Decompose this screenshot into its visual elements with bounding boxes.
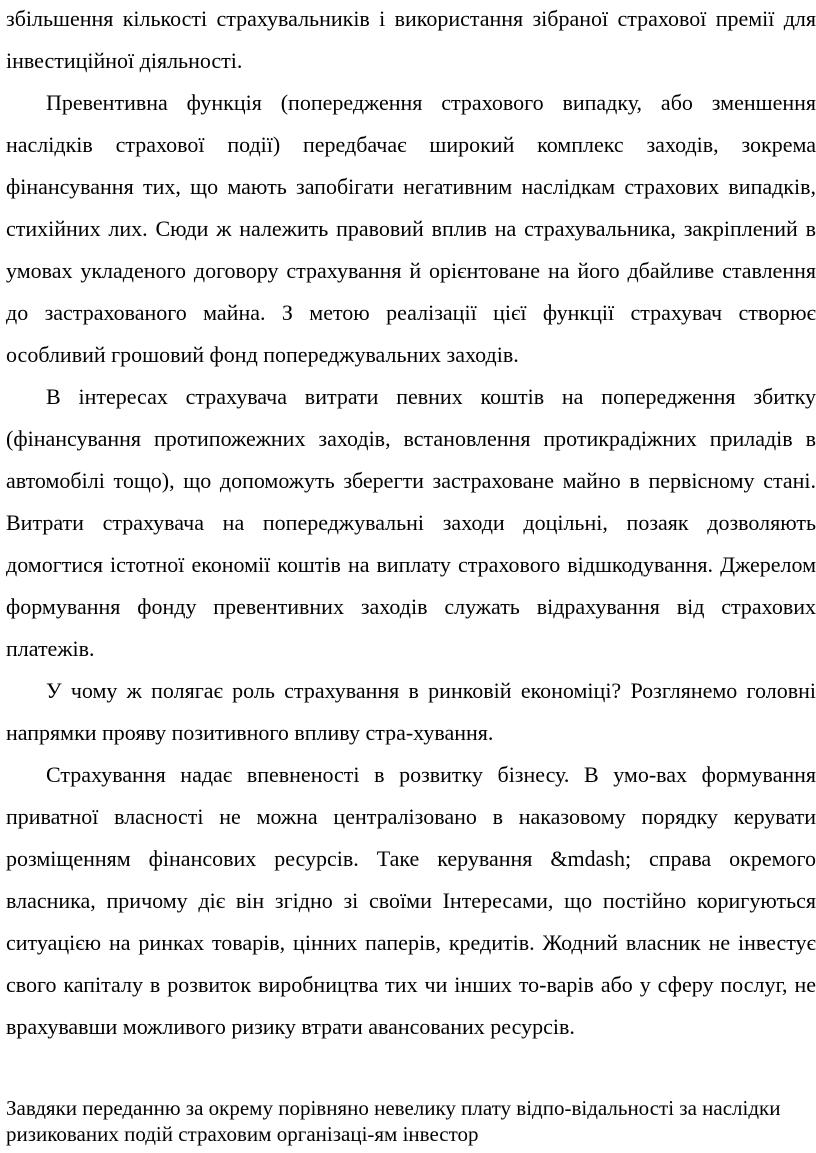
- paragraph-preventive-function: Превентивна функція (попередження страхового випадку, або зменшення наслідків страхової події) передбачає широкий комплекс заходів, зокрема фінансування тих, що мають запобігати негативним наслідкам страхових випадків, стихійних лих. Сюди ж належить правовий вплив на страхувальника, закріплений в умовах укладеного договору страхування й орієнтоване на його дбайливе ставлення до застрахованого майна. З метою реалізації цієї функції страхувач створює особливий грошовий фонд попереджувальних заходів.: [6, 90, 816, 367]
- document-tail: [6, 1095, 816, 1147]
- paragraph-market-role-question: У чому ж полягає роль страхування в ринковій економіці? Розглянемо головні напрямки прояву позитивного впливу стра-хування.: [6, 678, 816, 745]
- paragraph-tail: Завдяки переданню за окрему порівняно невелику плату відпо-відальності за наслідки ризикованих подій страховим організаці-ям інвестор: [6, 1096, 781, 1146]
- paragraph-continuation: збільшення кількості страхувальників і використання зібраної страхової премії для інвестиційної діяльності.: [6, 6, 816, 73]
- document-body: [6, 0, 816, 1048]
- paragraph-insurer-interests: В інтересах страхувача витрати певних коштів на попередження збитку (фінансування протипожежних заходів, встановлення протикрадіжних приладів в автомобілі тощо), що допоможуть зберегти застраховане майно в первісному стані. Витрати страхувача на попереджувальні заходи доцільні, позаяк дозволяють домогтися істотної економії коштів на виплату страхового відшкодування. Джерелом формування фонду превентивних заходів служать відрахування від страхових платежів.: [6, 384, 816, 661]
- paragraph-business-confidence: Страхування надає впевненості в розвитку бізнесу. В умо-вах формування приватної власності не можна централізовано в наказовому порядку керувати розміщенням фінансових ресурсів. Таке керування &mdash; справа окремого власника, причому діє він згідно зі своїми Інтересами, що постійно коригуються ситуацією на ринках товарів, цінних паперів, кредитів. Жодний власник не інвестує свого капіталу в розвиток виробництва тих чи інших то-варів або у сферу послуг, не врахувавши можливого ризику втрати авансованих ресурсів.: [6, 762, 816, 1039]
